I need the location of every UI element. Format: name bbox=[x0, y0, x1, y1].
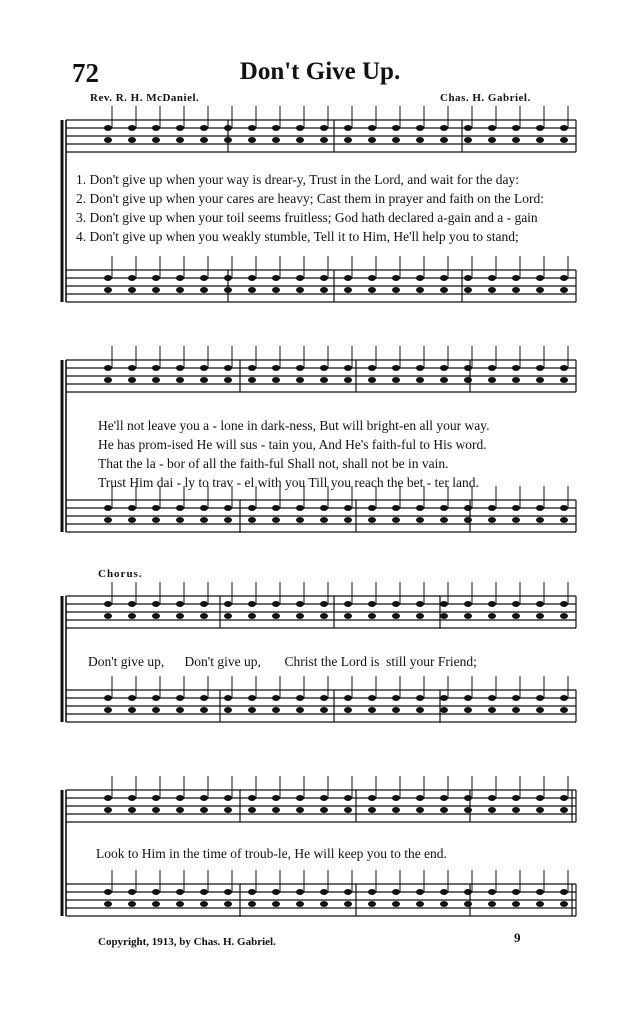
chorus-line-1: Don't give up, Don't give up, Christ the Lord is still your Friend; bbox=[88, 654, 477, 669]
verse-continuation-3: That the la - bor of all the faith-ful Shall not, shall not be in vain. bbox=[98, 456, 449, 471]
hymn-number: 72 bbox=[72, 58, 99, 88]
lyricist-credit: Rev. R. H. McDaniel. bbox=[90, 92, 200, 104]
composer-credit: Chas. H. Gabriel. bbox=[440, 92, 531, 104]
verse-line-3: 3. Don't give up when your toil seems fruitless; God hath declared a-gain and a - gain bbox=[76, 210, 538, 225]
verse-line-2: 2. Don't give up when your cares are heavy; Cast them in prayer and faith on the Lord: bbox=[76, 191, 545, 206]
verse-line-1: 1. Don't give up when your way is drear-y, Trust in the Lord, and wait for the day: bbox=[76, 172, 519, 187]
chorus-line-2: Look to Him in the time of troub-le, He will keep you to the end. bbox=[96, 846, 447, 861]
verse-continuation-1: He'll not leave you a - lone in dark-ness, But will bright-en all your way. bbox=[98, 418, 490, 433]
page-mark: 9 bbox=[514, 930, 521, 945]
verse-continuation-4: Trust Him dai - ly to trav - el with you Till you reach the bet - ter land. bbox=[98, 475, 479, 490]
verse-line-4: 4. Don't give up when you weakly stumble, Tell it to Him, He'll help you to stand; bbox=[76, 229, 519, 244]
copyright-notice: Copyright, 1913, by Chas. H. Gabriel. bbox=[98, 936, 276, 948]
chorus-label: Chorus. bbox=[98, 568, 143, 580]
verse-continuation-2: He has prom-ised He will sus - tain you, And He's faith-ful to His word. bbox=[98, 437, 487, 452]
hymn-title: Don't Give Up. bbox=[239, 58, 401, 85]
